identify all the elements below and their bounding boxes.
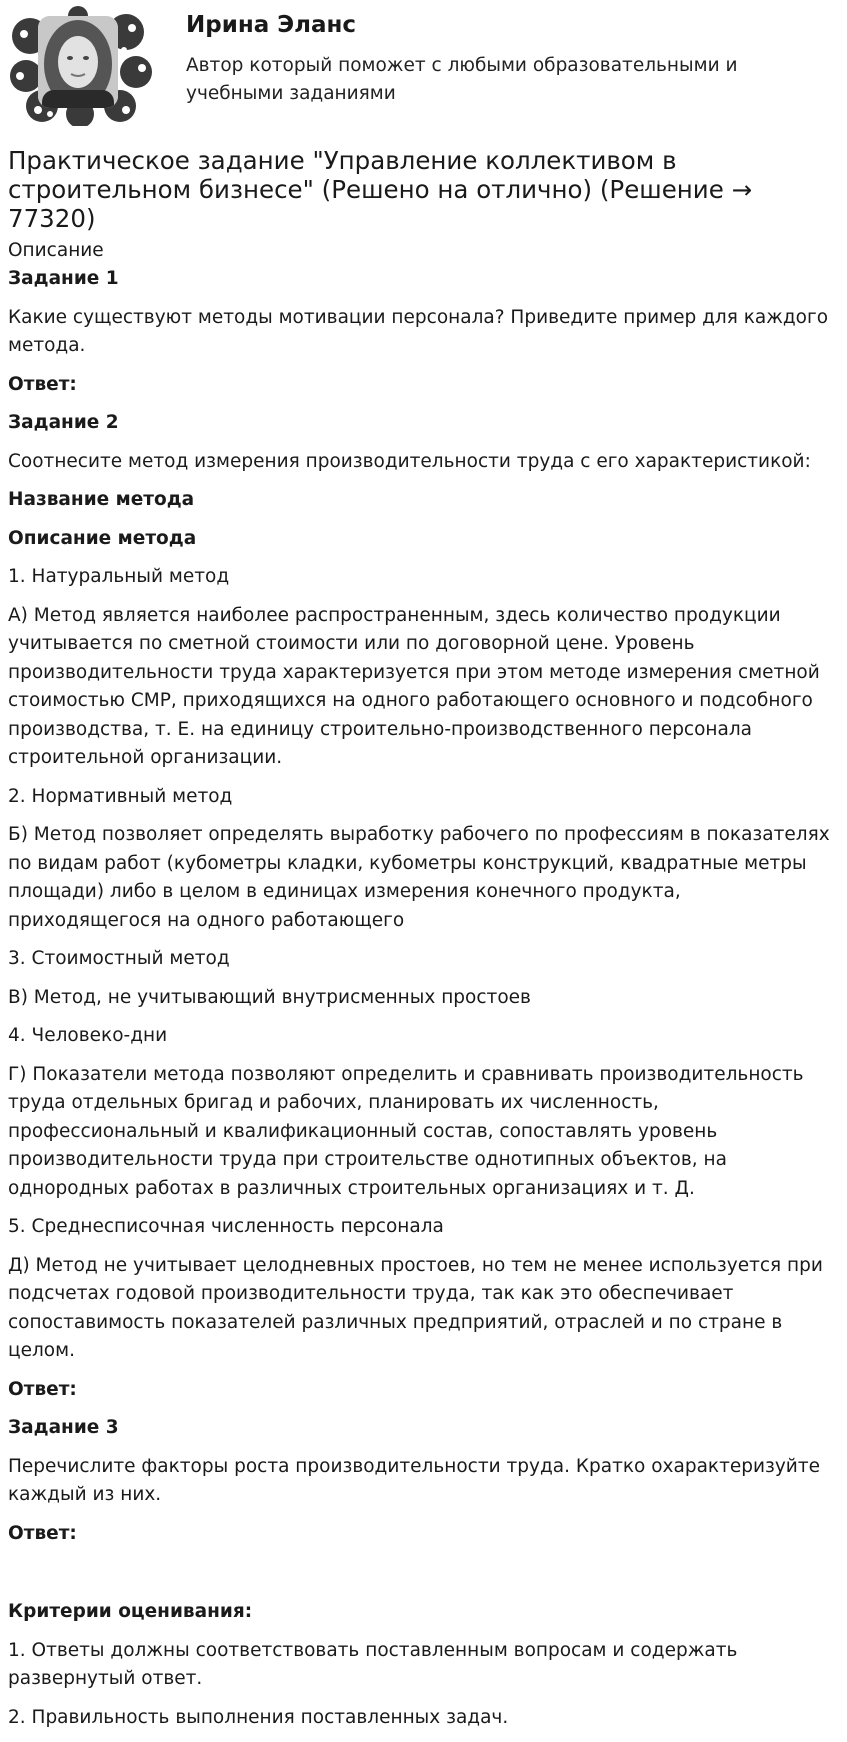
list-item: Г) Показатели метода позволяют определить и сравнивать производительность труда отдельных бригад и рабочих, планировать их численность, профессиональный и квалификационный состав, сопоставлять уровень производительности труда при строительстве однотипных объектов, на однородных работах в различных строительных организациях и т. Д.: [8, 1063, 804, 1199]
task-1-question: Какие существуют методы мотивации персонала? Приведите пример для каждого метода.: [8, 306, 829, 356]
spacer: [8, 1558, 838, 1598]
description-label: Описание: [8, 240, 104, 261]
task-3: [8, 1414, 838, 1548]
task-2-heading: Задание 2: [8, 412, 119, 433]
task-1-heading: Задание 1: [8, 268, 119, 289]
list-item: Д) Метод не учитывает целодневных простоев, но тем не менее используется при подсчетах годовой производительности труда, так как это обеспечивает сопоставимость показателей различных предприятий, отраслей и по стране в целом.: [8, 1254, 823, 1361]
list-item: 5. Среднесписочная численность персонала: [8, 1216, 444, 1237]
author-card: [8, 6, 838, 128]
task-2: [8, 409, 838, 1404]
list-item: В) Метод, не учитывающий внутрисменных простоев: [8, 986, 531, 1008]
list-item: Б) Метод позволяет определять выработку рабочего по профессиям в показателях по видам работ (кубометры кладки, кубометры конструкций, квадратные метры площади) либо в целом в единицах измерения конечного продукта, приходящегося на одного работающего: [8, 824, 830, 931]
task-1-answer-label: Ответ:: [8, 373, 77, 395]
author-bio: Автор который поможет с любыми образовательными и учебными заданиями: [186, 55, 738, 104]
list-item: А) Метод является наиболее распространенным, здесь количество продукции учитывается по сметной стоимости или по договорной цене. Уровень производительности труда характеризуется при этом методе измерения сметной стоимостью СМР, приходящихся на одного работающего основного и подсобного производства, т. Е. на единицу строительно-производственного персонала строительной организации.: [8, 604, 820, 768]
list-item: 3. Стоимостный метод: [8, 948, 230, 969]
task-2-answer-label: Ответ:: [8, 1378, 77, 1400]
task-3-heading: Задание 3: [8, 1417, 119, 1438]
task-3-answer-label: Ответ:: [8, 1522, 77, 1544]
task-3-question: Перечислите факторы роста производительности труда. Кратко охарактеризуйте каждый из них.: [8, 1455, 820, 1505]
list-item: 4. Человеко-дни: [8, 1025, 168, 1046]
criteria-item: 2. Правильность выполнения поставленных задач.: [8, 1706, 509, 1728]
list-item: 2. Нормативный метод: [8, 785, 233, 807]
criteria-item: 1. Ответы должны соответствовать поставленным вопросам и содержать развернутый ответ.: [8, 1639, 738, 1689]
method-description-header: Описание метода: [8, 527, 197, 549]
task-2-intro: Соотнесите метод измерения производительности труда с его характеристикой:: [8, 450, 811, 472]
main-content: [8, 146, 838, 1742]
list-item: 1. Натуральный метод: [8, 566, 230, 587]
task-1: [8, 265, 838, 399]
criteria: [8, 1598, 838, 1732]
author-avatar[interactable]: [8, 6, 153, 126]
method-name-header: Название метода: [8, 489, 195, 510]
criteria-heading: Критерии оценивания:: [8, 1601, 253, 1622]
author-name[interactable]: Ирина Эланс: [186, 12, 357, 38]
page-title: Практическое задание "Управление коллективом в строительном бизнесе" (Решено на отлично) (Решение → 77320): [8, 146, 753, 233]
